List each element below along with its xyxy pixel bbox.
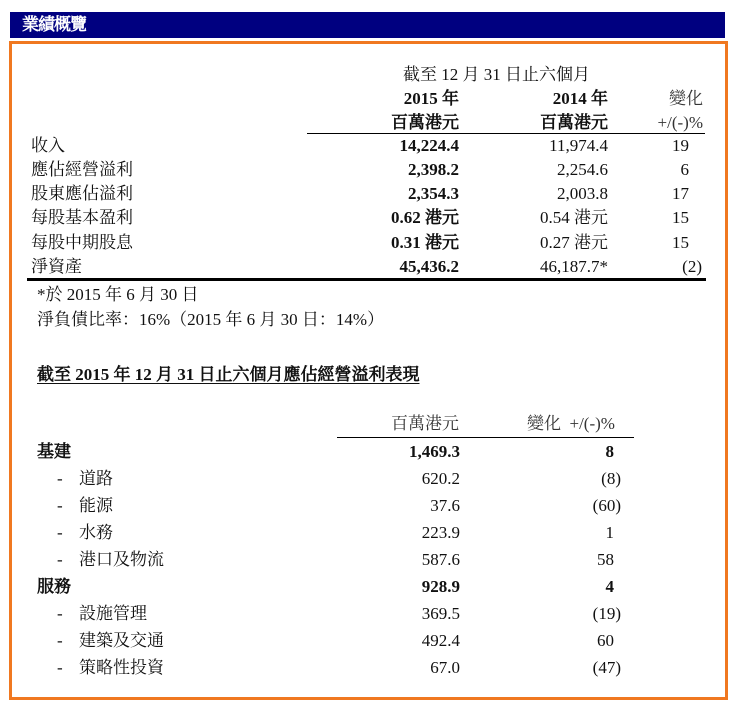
segment-value: 587.6	[421, 550, 460, 569]
value-change: 15	[672, 233, 689, 252]
row-label: 每股中期股息	[31, 233, 133, 252]
value-2014: 11,974.4	[549, 136, 608, 155]
header-rule	[307, 133, 705, 134]
segment-change: 1	[605, 523, 614, 542]
value-change: 19	[672, 136, 689, 155]
gearing-ratio-note: 淨負債比率：16%（2015 年 6 月 30 日：14%）	[37, 310, 385, 329]
segment-value: 620.2	[421, 469, 460, 488]
segment-label: 策略性投資	[79, 658, 164, 677]
segment-change: (8)	[601, 469, 621, 488]
col-value-header: 百萬港元	[391, 414, 459, 433]
bullet-dash: -	[57, 523, 63, 542]
bullet-dash: -	[57, 604, 63, 623]
bullet-dash: -	[57, 658, 63, 677]
col-2014-year: 2014 年	[552, 89, 608, 108]
value-2014: 0.27 港元	[540, 233, 608, 252]
segment-change: 4	[605, 577, 614, 596]
segment-change: (19)	[592, 604, 621, 623]
segment-change: (47)	[592, 658, 621, 677]
segment-label: 設施管理	[79, 604, 147, 623]
row-label: 股東應佔溢利	[31, 184, 133, 203]
segment-label: 水務	[79, 523, 113, 542]
segment-value: 37.6	[430, 496, 460, 515]
row-label: 淨資產	[31, 257, 82, 276]
bullet-dash: -	[57, 469, 63, 488]
segment-table-title: 截至 2015 年 12 月 31 日止六個月應佔經營溢利表現	[37, 365, 420, 384]
table-bottom-rule	[27, 278, 706, 281]
period-label: 截至 12 月 31 日止六個月	[403, 65, 590, 84]
value-2014: 2,254.6	[557, 160, 608, 179]
segment-value: 369.5	[421, 604, 460, 623]
value-change: 15	[672, 208, 689, 227]
value-2015: 14,224.4	[399, 136, 459, 155]
value-2015: 45,436.2	[399, 257, 459, 276]
col-2015-year: 2015 年	[403, 89, 459, 108]
segment-header-rule	[337, 437, 634, 438]
row-label: 應佔經營溢利	[31, 160, 133, 179]
segment-label: 港口及物流	[79, 550, 164, 569]
section-header-bar	[10, 12, 725, 38]
group-label: 基建	[37, 442, 71, 461]
value-2015: 0.62 港元	[391, 208, 459, 227]
value-change: 17	[672, 184, 689, 203]
value-change: 6	[680, 160, 689, 179]
segment-change: (60)	[592, 496, 621, 515]
value-2014: 2,003.8	[557, 184, 608, 203]
bullet-dash: -	[57, 496, 63, 515]
segment-label: 能源	[79, 496, 113, 515]
row-label: 收入	[31, 136, 65, 155]
segment-value: 67.0	[430, 658, 460, 677]
segment-label: 道路	[79, 469, 113, 488]
bullet-dash: -	[57, 550, 63, 569]
value-2015: 2,398.2	[408, 160, 459, 179]
segment-value: 1,469.3	[409, 442, 460, 461]
footnote: *於 2015 年 6 月 30 日	[37, 285, 199, 304]
segment-value: 223.9	[421, 523, 460, 542]
segment-change: 60	[597, 631, 614, 650]
value-2015: 2,354.3	[408, 184, 459, 203]
segment-value: 928.9	[421, 577, 460, 596]
segment-value: 492.4	[421, 631, 460, 650]
segment-label: 建築及交通	[79, 631, 164, 650]
segment-change: 8	[605, 442, 614, 461]
row-label: 每股基本盈利	[31, 208, 133, 227]
value-2014: 0.54 港元	[540, 208, 608, 227]
value-2014: 46,187.7*	[540, 257, 608, 276]
value-2015: 0.31 港元	[391, 233, 459, 252]
value-change: (2)	[682, 257, 702, 276]
section-title: 業績概覽	[22, 15, 86, 35]
col-2014-unit: 百萬港元	[540, 113, 608, 132]
col-change-label: 變化	[669, 89, 703, 108]
col-change-unit: +/(-)%	[657, 113, 703, 132]
segment-change: 58	[597, 550, 614, 569]
group-label: 服務	[37, 577, 71, 596]
bullet-dash: -	[57, 631, 63, 650]
col-change-header: 變化 +/(-)%	[527, 414, 615, 433]
col-2015-unit: 百萬港元	[391, 113, 459, 132]
